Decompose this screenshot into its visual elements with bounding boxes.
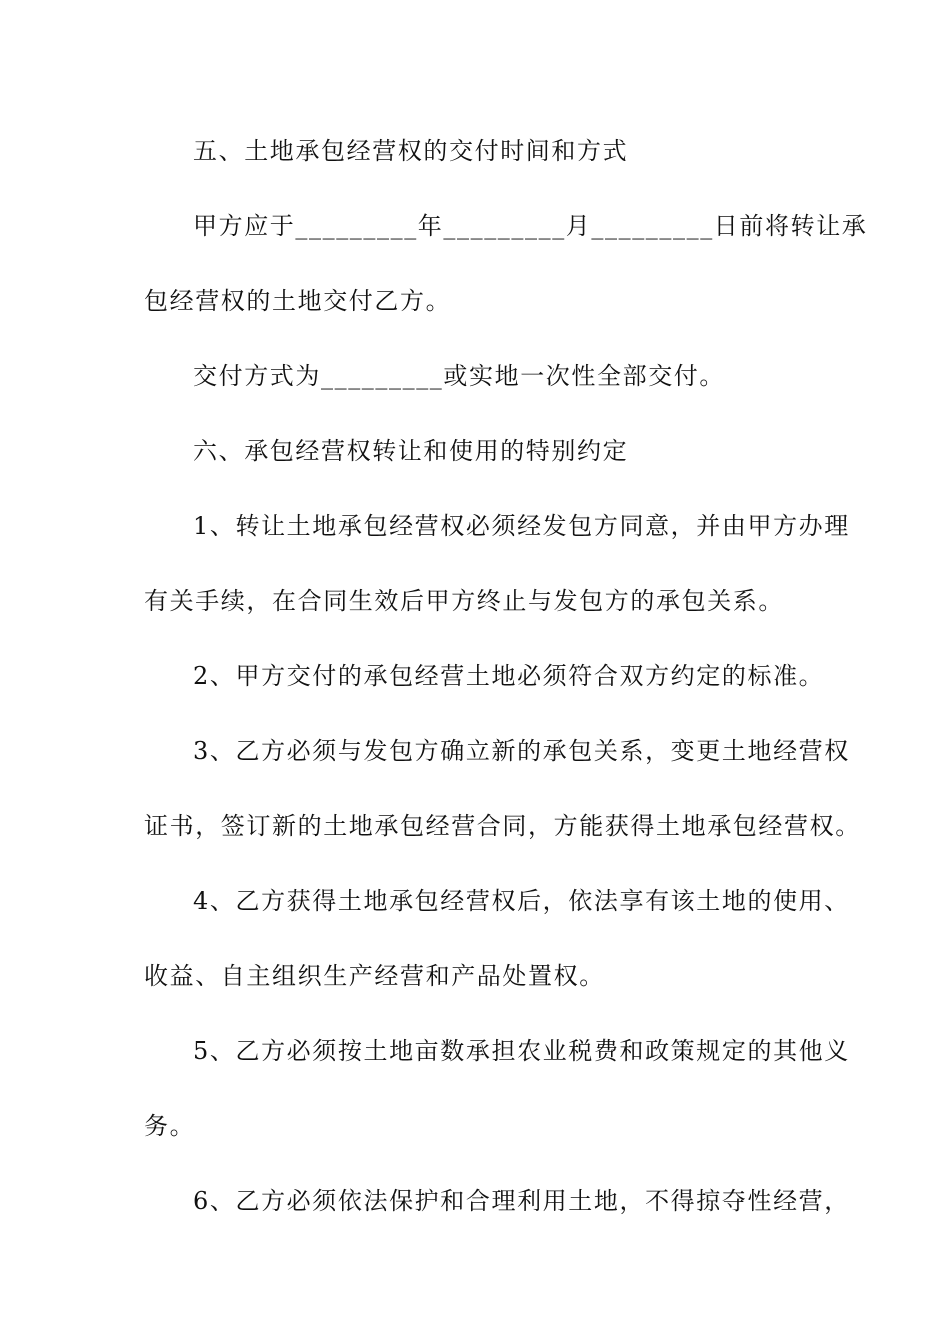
item-6-line-1: 6、乙方必须依法保护和合理利用土地，不得掠夺性经营，: [193, 1187, 850, 1215]
section-6-heading: 六、承包经营权转让和使用的特别约定: [193, 437, 629, 465]
item-2: 2、甲方交付的承包经营土地必须符合双方约定的标准。: [193, 662, 825, 690]
item-4-line-2: 收益、自主组织生产经营和产品处置权。: [144, 962, 605, 990]
item-4-line-1: 4、乙方获得土地承包经营权后，依法享有该土地的使用、: [193, 887, 850, 915]
item-5-line-2: 务。: [144, 1112, 196, 1140]
item-3-line-2: 证书，签订新的土地承包经营合同，方能获得土地承包经营权。: [144, 812, 861, 840]
delivery-method: 交付方式为_________或实地一次性全部交付。: [193, 362, 725, 390]
item-5-line-1: 5、乙方必须按土地亩数承担农业税费和政策规定的其他义: [193, 1037, 850, 1065]
item-1-line-1: 1、转让土地承包经营权必须经发包方同意，并由甲方办理: [193, 512, 850, 540]
item-3-line-1: 3、乙方必须与发包方确立新的承包关系，变更土地经营权: [193, 737, 850, 765]
delivery-date-line-1: 甲方应于_________年_________月_________日前将转让承: [193, 212, 868, 240]
item-1-line-2: 有关手续，在合同生效后甲方终止与发包方的承包关系。: [144, 587, 784, 615]
section-5-heading: 五、土地承包经营权的交付时间和方式: [193, 137, 629, 165]
delivery-date-line-2: 包经营权的土地交付乙方。: [144, 287, 452, 315]
